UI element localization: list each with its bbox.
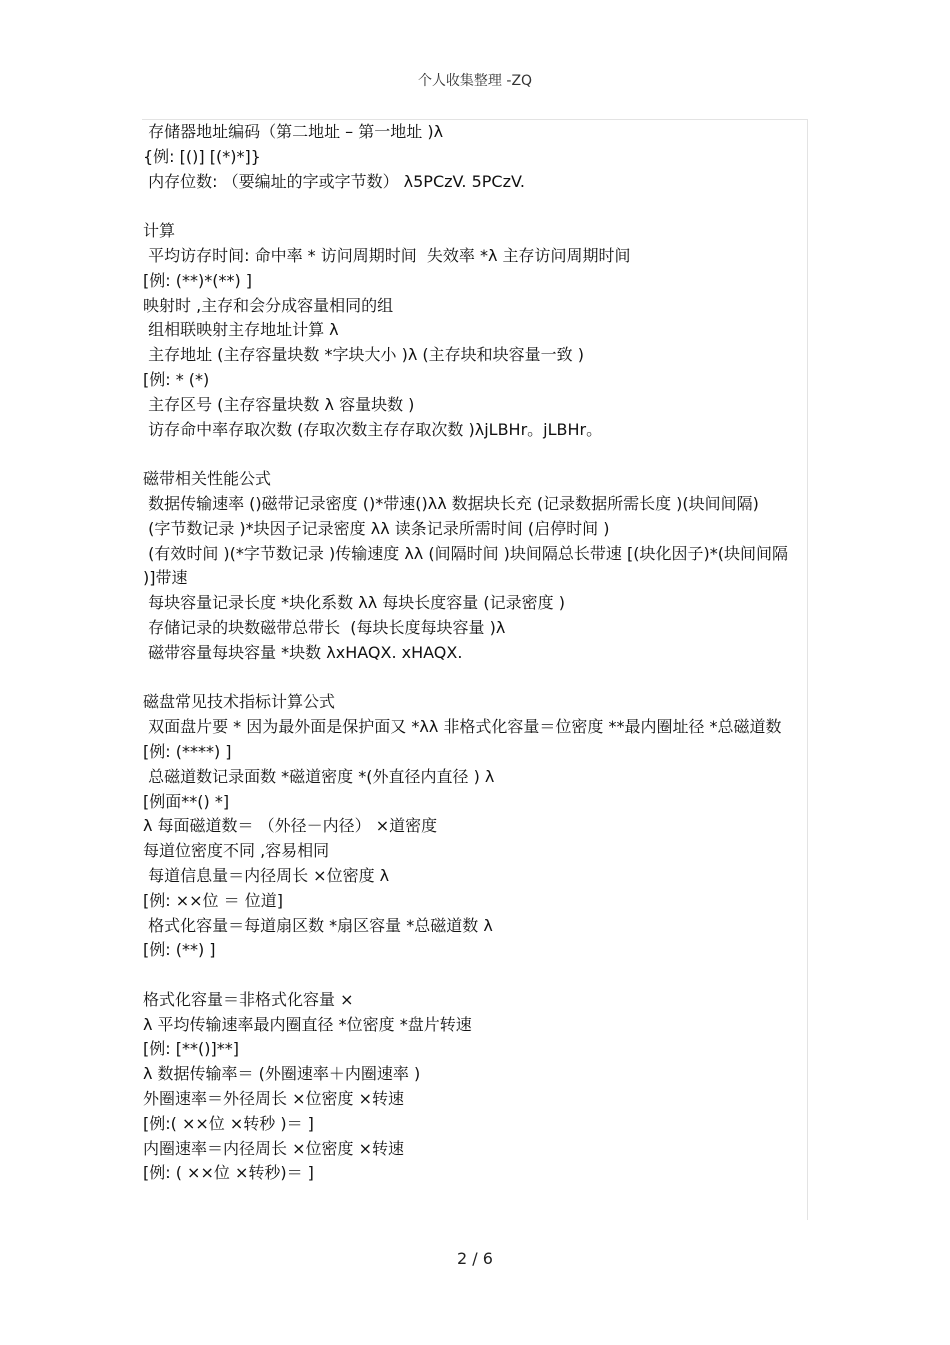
text-line: [例: (****) ]: [143, 741, 232, 761]
text-line: 组相联映射主存地址计算 λ: [143, 320, 339, 340]
text-line: 数据传输速率 ()磁带记录密度 ()*带速()λλ 数据块长充 (记录数据所需长度 )(块间间隔): [143, 493, 759, 513]
document-body: [143, 120, 805, 1186]
text-line: 访存命中率存取次数 (存取次数主存存取次数 )λjLBHr。jLBHr。: [143, 419, 603, 439]
text-line: 映射时 ,主存和会分成容量相同的组: [143, 295, 394, 315]
text-line: 平均访存时间: 命中率 * 访问周期时间 失效率 *λ 主存访问周期时间: [143, 245, 631, 265]
text-line: 主存区号 (主存容量块数 λ 容量块数 ): [143, 394, 415, 414]
text-line: 格式化容量＝每道扇区数 *扇区容量 *总磁道数 λ: [143, 915, 493, 935]
text-line: 存储器地址编码（第二地址 – 第一地址 )λ: [143, 122, 444, 141]
blank-line: [143, 442, 805, 467]
text-line: λ 每面磁道数＝ （外径－内径） ×道密度: [143, 816, 438, 836]
text-line: 格式化容量＝非格式化容量 ×: [143, 989, 354, 1009]
text-line: 计算: [143, 221, 176, 241]
text-line: 主存地址 (主存容量块数 *字块大小 )λ (主存块和块容量一致 ): [143, 345, 584, 365]
text-line: 内圈速率＝内径周长 ×位密度 ×转速: [143, 1138, 404, 1158]
page-number: 2 / 6: [457, 1249, 493, 1268]
text-line: 存储记录的块数磁带总带长 (每块长度每块容量 )λ: [143, 617, 506, 637]
blank-line: [143, 963, 805, 988]
text-line: [例面**() *]: [143, 791, 230, 811]
text-line: (有效时间 )(*字节数记录 )传输速度 λλ (间隔时间 )块间隔总长带速 [(块化因子)*(块间间隔 )]带速: [143, 543, 794, 588]
text-line: 磁盘常见技术指标计算公式: [143, 692, 336, 712]
text-line: [例:( ××位 ×转秒 )＝ ]: [143, 1113, 314, 1133]
text-line: 每道信息量＝内径周长 ×位密度 λ: [143, 865, 390, 885]
text-line: [例: * (*): [143, 369, 210, 389]
text-line: {例: [()] [(*)*]}: [143, 146, 261, 166]
text-line: [例: ××位 ＝ 位道]: [143, 890, 283, 910]
text-line: 双面盘片要 * 因为最外面是保护面又 *λλ 非格式化容量＝位密度 **最内圈址径 *总磁道数: [143, 717, 782, 737]
text-line: (字节数记录 )*块因子记录密度 λλ 读条记录所需时间 (启停时间 ): [143, 518, 610, 538]
text-line: λ 数据传输率＝ (外圈速率＋内圈速率 ): [143, 1064, 421, 1084]
text-line: [例: (**) ]: [143, 940, 216, 960]
text-line: [例: [**()]**]: [143, 1039, 239, 1059]
page-header: 个人收集整理 -ZQ: [417, 73, 533, 89]
text-line: 每道位密度不同 ,容易相同: [143, 841, 330, 861]
text-line: 磁带容量每块容量 *块数 λxHAQX. xHAQX.: [143, 642, 463, 662]
text-line: [例: ( ××位 ×转秒)＝ ]: [143, 1163, 314, 1183]
text-line: 每块容量记录长度 *块化系数 λλ 每块长度容量 (记录密度 ): [143, 593, 565, 613]
text-line: 内存位数: （要编址的字或字节数） λ5PCzV. 5PCzV.: [143, 171, 525, 191]
text-line: 总磁道数记录面数 *磁道密度 *(外直径内直径 ) λ: [143, 766, 495, 786]
text-line: [例: (**)*(**) ]: [143, 270, 253, 290]
blank-line: [143, 194, 805, 219]
blank-line: [143, 666, 805, 691]
text-line: 磁带相关性能公式: [143, 469, 272, 489]
text-line: 外圈速率＝外径周长 ×位密度 ×转速: [143, 1089, 404, 1109]
text-line: λ 平均传输速率最内圈直径 *位密度 *盘片转速: [143, 1014, 472, 1034]
